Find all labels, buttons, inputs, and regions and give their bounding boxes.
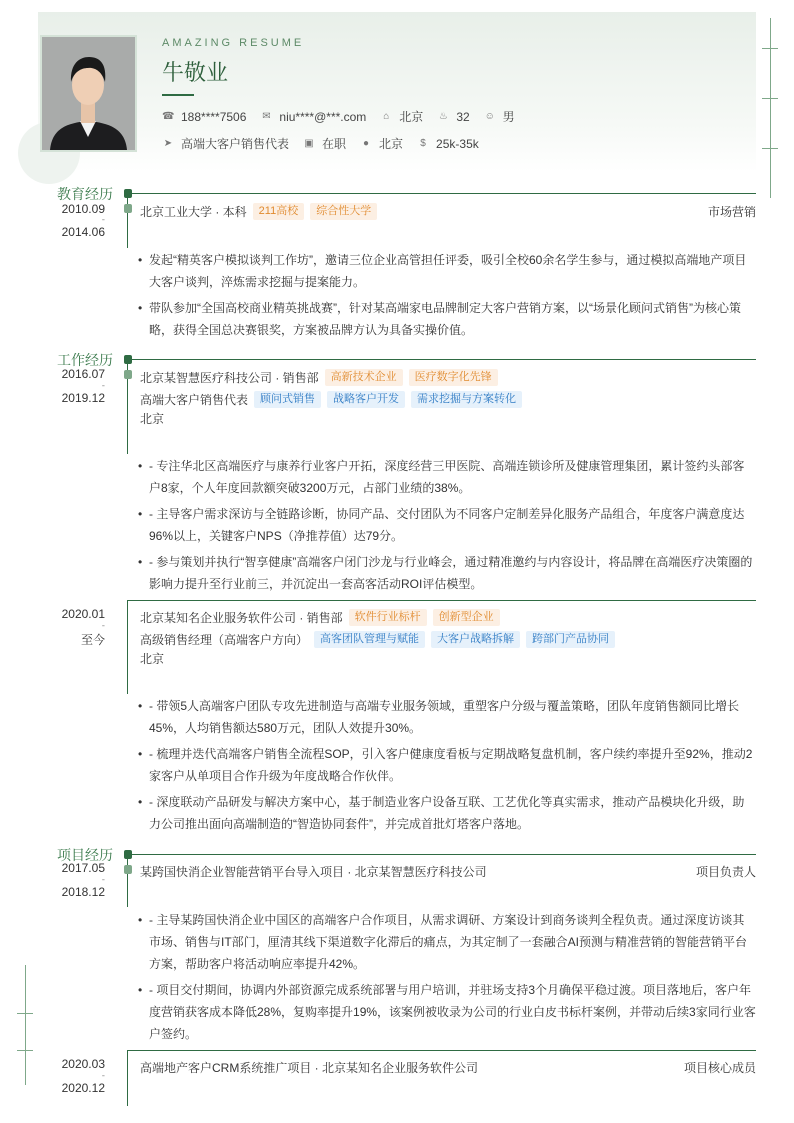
- work-city: 北京: [140, 412, 165, 426]
- date-end: 2018.12: [61, 885, 105, 899]
- section-line: [128, 854, 756, 855]
- bullet-text: - 主导某跨国快消企业中国区的高端客户合作项目，从需求调研、方案设计到商务谈判全程负责。通过深度访谈其市场、销售与IT部门，厘清其线下渠道数字化滞后的痛点，为其定制了一套融合AI预测与精准营销的智能营销平台方案，帮助客户将活动响应率提升42%。: [149, 913, 748, 971]
- project-role: 项目核心成员: [683, 1061, 756, 1075]
- list-item: • - 深度联动产品研发与解决方案中心，基于制造业客户设备互联、工艺优化等真实需求，推动产品模块化升级，助力公司推出面向高端制造的“智造协同套件”，并完成首批灯塔客户落地。: [138, 795, 745, 831]
- section-line: [128, 193, 756, 194]
- entry-marker: [124, 204, 132, 213]
- work-city-row: [140, 410, 756, 427]
- candidate-name: 牛敬业: [162, 61, 229, 86]
- major-name: 市场营销: [707, 205, 756, 219]
- work-company-row: [140, 369, 756, 386]
- cake-icon: ♨: [438, 110, 448, 122]
- skill-badge: 战略客户开发: [327, 391, 405, 408]
- entry-marker: [124, 865, 132, 874]
- date-start: 2010.09: [61, 202, 105, 216]
- list-item: • - 主导客户需求深访与全链路诊断，协同产品、交付团队为不同客户定制差异化服务产品组合，年度客户满意度达96%以上，关键客户NPS（净推荐值）达79分。: [138, 507, 745, 543]
- list-item: • - 梳理并迭代高端客户销售全流程SOP，引入客户健康度看板与定期战略复盘机制，客户续约率提升至92%，推动2家客户从单项目合作升级为年度战略合作伙伴。: [138, 747, 753, 783]
- salary-item: [417, 137, 479, 151]
- work-company-row: [140, 609, 756, 626]
- bullet-text: - 带领5人高端客户团队专攻先进制造与高端专业服务领域，重塑客户分级与覆盖策略，团队年度销售额同比增长45%，人均销售额达580万元，团队人效提升30%。: [149, 699, 740, 735]
- contact-row: [162, 108, 529, 125]
- tag-badge: 创新型企业: [433, 609, 500, 626]
- profile-photo: [40, 35, 137, 152]
- date-dash: -: [101, 621, 105, 631]
- section-line: [128, 359, 756, 360]
- job-intent-row: [162, 135, 493, 152]
- role-name: 高端大客户销售代表: [140, 393, 249, 407]
- smile-icon: ☺: [484, 110, 495, 122]
- work-city-row: [140, 650, 756, 667]
- bullet-text: 发起“精英客户模拟谈判工作坊”，邀请三位企业高管担任评委，吸引全校60余名学生参与，通过模拟高端地产项目大客户谈判，淬炼需求挖掘与提案能力。: [149, 253, 747, 289]
- date-dash: -: [101, 1071, 105, 1081]
- list-item: • - 专注华北区高端医疗与康养行业客户开拓，深度经营三甲医院、高端连锁诊所及健康管理集团，累计签约头部客户8家，个人年度回款额突破3200万元，占部门业绩的38%。: [138, 459, 745, 495]
- name-underline: [162, 94, 194, 96]
- list-item: • 带队参加“全国高校商业精英挑战赛”，针对某高端家电品牌制定大客户营销方案，以“场景化顾问式销售”为核心策略，获得全国总决赛银奖，方案被品牌方认为具备实操价值。: [138, 301, 741, 337]
- project-title: 某跨国快消企业智能营销平台导入项目 · 北京某智慧医疗科技公司: [140, 865, 487, 879]
- section-marker: [124, 850, 132, 859]
- right-rail-tick: [762, 98, 778, 99]
- status-item: [303, 135, 346, 152]
- section-title-projects: 项目经历: [57, 847, 113, 863]
- date-start: 2017.05: [61, 861, 105, 875]
- section-marker: [124, 355, 132, 364]
- age-value: 32: [456, 109, 470, 124]
- send-icon: ➤: [163, 137, 173, 149]
- bullet-text: - 深度联动产品研发与解决方案中心，基于制造业客户设备互联、工艺优化等真实需求，推动产品模块化升级，助力公司推出面向高端制造的“智造协同套件”，并完成首批灯塔客户落地。: [149, 795, 745, 831]
- phone-item: [162, 110, 246, 124]
- entry-marker: [124, 370, 132, 379]
- tag-badge: 高新技术企业: [325, 369, 403, 386]
- left-rail-tick: [17, 1050, 33, 1051]
- position-item: [162, 135, 289, 152]
- tag-badge: 综合性大学: [310, 203, 377, 220]
- bullet-text: - 梳理并迭代高端客户销售全流程SOP，引入客户健康度看板与定期战略复盘机制，客户续约率提升至92%，推动2家客户从单项目合作升级为年度战略合作伙伴。: [149, 747, 753, 783]
- project-title: 高端地产客户CRM系统推广项目 · 北京某知名企业服务软件公司: [140, 1061, 478, 1075]
- project-role: 项目负责人: [695, 865, 756, 879]
- date-dash: -: [101, 875, 105, 885]
- list-item: • - 带领5人高端客户团队专攻先进制造与高端专业服务领域，重塑客户分级与覆盖策略，团队年度销售额同比增长45%，人均销售额达580万元，团队人效提升30%。: [138, 699, 740, 735]
- email-value: niu****@***.com: [279, 109, 367, 124]
- date-end: 2014.06: [61, 225, 105, 239]
- gender-value: 男: [502, 110, 515, 124]
- skill-badge: 高客团队管理与赋能: [314, 631, 425, 648]
- city-value: 北京: [379, 137, 404, 151]
- project-heading: [140, 1059, 756, 1076]
- section-marker: [124, 189, 132, 198]
- salary-value: 25k-35k: [436, 136, 479, 151]
- mail-icon: ✉: [262, 110, 271, 122]
- right-rail-tick: [762, 48, 778, 49]
- left-rail-tick: [17, 1013, 33, 1014]
- skill-badge: 跨部门产品协同: [526, 631, 615, 648]
- company-name: 北京某智慧医疗科技公司 · 销售部: [140, 371, 319, 385]
- email-item: [260, 110, 366, 124]
- home-icon: ⌂: [383, 110, 390, 122]
- bullet-text: - 主导客户需求深访与全链路诊断，协同产品、交付团队为不同客户定制差异化服务产品组合，年度客户满意度达96%以上，关键客户NPS（净推荐值）达79分。: [149, 507, 745, 543]
- coin-icon: $: [420, 137, 426, 149]
- date-end: 2019.12: [61, 391, 105, 405]
- right-rail-tick: [762, 148, 778, 149]
- work-role-row: [140, 631, 756, 648]
- age-item: [437, 110, 469, 124]
- right-rail: [770, 18, 771, 198]
- phone-value: 188****7506: [181, 109, 247, 124]
- gender-item: [484, 108, 515, 125]
- date-start: 2020.03: [61, 1057, 105, 1071]
- education-heading: [140, 203, 756, 220]
- skill-badge: 大客户战略拆解: [431, 631, 520, 648]
- section-title-work: 工作经历: [57, 352, 113, 368]
- skill-badge: 需求挖掘与方案转化: [411, 391, 522, 408]
- list-item: • - 主导某跨国快消企业中国区的高端客户合作项目，从需求调研、方案设计到商务谈判全程负责。通过深度访谈其市场、销售与IT部门，厘清其线下渠道数字化滞后的痛点，为其定制了一套融合AI预测与精准营销的智能营销平台方案，帮助客户将活动响应率提升42%。: [138, 913, 748, 971]
- role-name: 高级销售经理（高端客户方向）: [140, 633, 309, 647]
- list-item: • 发起“精英客户模拟谈判工作坊”，邀请三位企业高管担任评委，吸引全校60余名学生参与，通过模拟高端地产项目大客户谈判，淬炼需求挖掘与提案能力。: [138, 253, 747, 289]
- date-end: 至今: [80, 633, 105, 647]
- location-value: 北京: [399, 110, 424, 124]
- project-heading: [140, 863, 756, 880]
- status-value: 在职: [322, 137, 347, 151]
- list-item: • - 参与策划并执行“智享健康”高端客户闭门沙龙与行业峰会，通过精准邀约与内容设计，将品牌在高端医疗决策圈的影响力提升至行业前三，并沉淀出一套高客活动ROI评估模型。: [138, 555, 753, 591]
- section-title-education: 教育经历: [57, 186, 113, 202]
- date-start: 2020.01: [61, 607, 105, 621]
- date-start: 2016.07: [61, 367, 105, 381]
- skill-badge: 顾问式销售: [254, 391, 321, 408]
- city-item: [360, 135, 403, 152]
- date-dash: -: [101, 215, 105, 225]
- bullet-text: - 专注华北区高端医疗与康养行业客户开拓，深度经营三甲医院、高端连锁诊所及健康管理集团，累计签约头部客户8家，个人年度回款额突破3200万元，占部门业绩的38%。: [149, 459, 745, 495]
- list-item: • - 项目交付期间，协调内外部资源完成系统部署与用户培训，并驻场支持3个月确保平稳过渡。项目落地后，客户年度营销获客成本降低28%，复购率提升19%，该案例被收录为公司的行业白皮书标杆案例，并带动后续3家同行业客户签约。: [138, 983, 756, 1041]
- work-city: 北京: [140, 652, 165, 666]
- tag-badge: 医疗数字化先锋: [409, 369, 498, 386]
- header-overline: AMAZING RESUME: [162, 37, 305, 49]
- left-rail: [25, 965, 26, 1085]
- position-value: 高端大客户销售代表: [181, 137, 290, 151]
- briefcase-icon: ▣: [304, 137, 314, 149]
- tag-badge: 211高校: [253, 203, 305, 220]
- school-name: 北京工业大学 · 本科: [140, 205, 247, 219]
- company-name: 北京某知名企业服务软件公司 · 销售部: [140, 611, 343, 625]
- location-item: [380, 108, 423, 125]
- tag-badge: 软件行业标杆: [349, 609, 427, 626]
- map-pin-icon: ●: [363, 137, 370, 149]
- phone-icon: ☎: [162, 110, 175, 122]
- bullet-text: 带队参加“全国高校商业精英挑战赛”，针对某高端家电品牌制定大客户营销方案，以“场景化顾问式销售”为核心策略，获得全国总决赛银奖，方案被品牌方认为具备实操价值。: [149, 301, 741, 337]
- bullet-text: - 参与策划并执行“智享健康”高端客户闭门沙龙与行业峰会，通过精准邀约与内容设计，将品牌在高端医疗决策圈的影响力提升至行业前三，并沉淀出一套高客活动ROI评估模型。: [149, 555, 753, 591]
- date-dash: -: [101, 381, 105, 391]
- bullet-text: - 项目交付期间，协调内外部资源完成系统部署与用户培训，并驻场支持3个月确保平稳过渡。项目落地后，客户年度营销获客成本降低28%，复购率提升19%，该案例被收录为公司的行业白皮书标杆案例，并带动后续3家同行业客户签约。: [149, 983, 756, 1041]
- date-end: 2020.12: [61, 1081, 105, 1095]
- work-role-row: [140, 391, 756, 408]
